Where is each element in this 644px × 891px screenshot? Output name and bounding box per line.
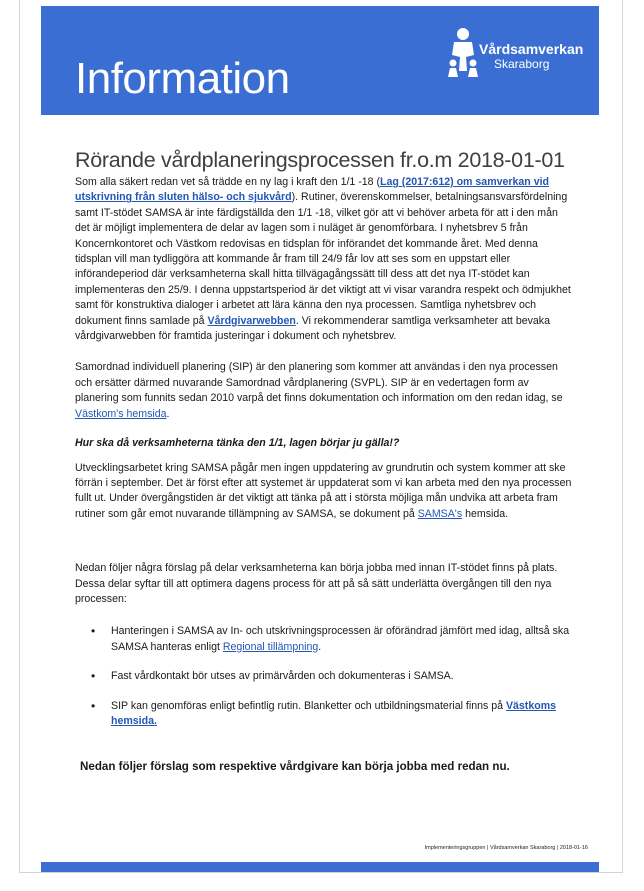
- sip-text-1: Samordnad individuell planering (SIP) är den planering som kommer att användas i den nya processen och ersätter därmed nuvarande Samordnad vårdplanering (SVPL). SIP är en vedertagen form av planering som funnits sedan 2010 varpå det finns dokumentation och information om den redan idag, se: [75, 361, 563, 405]
- bullet-3-text: SIP kan genomföras enligt befintlig rutin. Blanketter och utbildningsmaterial finns på: [111, 699, 506, 712]
- bullet-1-text: Hanteringen i SAMSA av In- och utskrivningsprocessen är oförändrad jämfört med idag, alltså ska SAMSA hanteras enligt: [111, 625, 570, 653]
- samsa-link[interactable]: SAMSA's: [417, 507, 463, 520]
- intro-text-2: ). Rutiner, överenskommelser, betalningsansvarsfördelning samt IT-stödet SAMSA är inte färdigställda den 1/1 -18, vilket gör att vi behöver arbeta för att i den mån det är möjligt implementera de delar av lagen som i nuläget är genomförbara. I nyhetsbrev 5 från Koncernkontoret och Västkom redovisas en tidsplan för införandet det kommande året. Med denna tidsplan vill man tydliggöra att kommande år fram till 24/9 får lov att ses som en uppstart eller införandeperiod där verksamheterna skall hitta tillvägagångssätt till dess att det nya IT-stödet kan implementeras den 25/9. I denna uppstartsperiod är det viktigt att vi visar varandra respekt och ödmjukhet samt för konstruktiva dialoger i arbetet att lära känna den nya processen. Samtliga nyhetsbrev och dokument finns samlade på: [75, 191, 571, 327]
- closing-text: Nedan följer förslag som respektive vårdgivare kan börja jobba med redan nu.: [80, 760, 510, 774]
- vardgivarwebben-link[interactable]: Vårdgivarwebben: [207, 314, 296, 327]
- vastkom-link[interactable]: Västkom's hemsida: [75, 407, 167, 420]
- question-heading: Hur ska då verksamheterna tänka den 1/1, lagen börjar ju gälla!?: [75, 437, 400, 450]
- suggestions-intro: Nedan följer några förslag på delar verksamheterna kan börja jobba med innan IT-stödet finns på plats. Dessa delar syftar till att optimera dagens process för att på så sätt underlätta övergången till den nya processen:: [75, 562, 558, 605]
- list-item: [75, 624, 575, 655]
- intro-text-1: Som alla säkert redan vet så trädde en ny lag i kraft den 1/1 -18 (: [75, 176, 381, 188]
- regional-link[interactable]: Regional tillämpning: [222, 640, 319, 653]
- vastkoms-hemsida-link[interactable]: Västkoms hemsida.: [111, 699, 557, 727]
- header-banner: [41, 6, 599, 115]
- suggestion-list: [75, 624, 575, 729]
- vardsamverkan-logo: [446, 27, 596, 79]
- sip-text-2: .: [166, 407, 170, 420]
- samsa-text-2: hemsida.: [462, 507, 509, 520]
- law-link[interactable]: Lag (2017:612) om samverkan vid utskrivning från sluten hälso- och sjukvård: [75, 176, 550, 204]
- samsa-paragraph: [75, 461, 575, 523]
- footer-text: Implementeringsgruppen | Vårdsamverkan Skaraborg | 2018-01-16: [424, 845, 588, 851]
- intro-text-3: . Vi rekommenderar samtliga verksamheter att bevaka vårdgivarwebben för framtida justeringar i dokument och nyhetsbrev.: [75, 314, 550, 343]
- banner-title: Information: [75, 54, 290, 103]
- bullet-1-end: .: [318, 640, 322, 653]
- document-heading: Rörande vårdplaneringsprocessen fr.o.m 2018-01-01: [75, 148, 565, 172]
- footer-bar: [41, 862, 599, 872]
- intro-paragraph: [75, 175, 575, 344]
- sip-paragraph: [75, 360, 575, 422]
- list-item: [75, 699, 575, 730]
- logo-subtitle: Skaraborg: [494, 57, 550, 71]
- bullet-2-text: Fast vårdkontakt bör utses av primärvården och dokumenteras i SAMSA.: [111, 670, 454, 683]
- samsa-text-1: Utvecklingsarbetet kring SAMSA pågår men ingen uppdatering av grundrutin och system kommer att ske förrän i september. Det är först efter att systemet är uppdaterat som vi kan arbeta med den nya processen fullt ut. Under övergångstiden är det viktigt att tänka på att i största möjliga mån undvika att arbeta fram rutiner som går emot nuvarande tillämpning av SAMSA, se dokument på: [75, 461, 572, 520]
- document-body: [75, 148, 575, 775]
- list-item: [75, 669, 575, 684]
- logo-name: Vårdsamverkan: [479, 41, 584, 57]
- people-icon: [446, 27, 480, 77]
